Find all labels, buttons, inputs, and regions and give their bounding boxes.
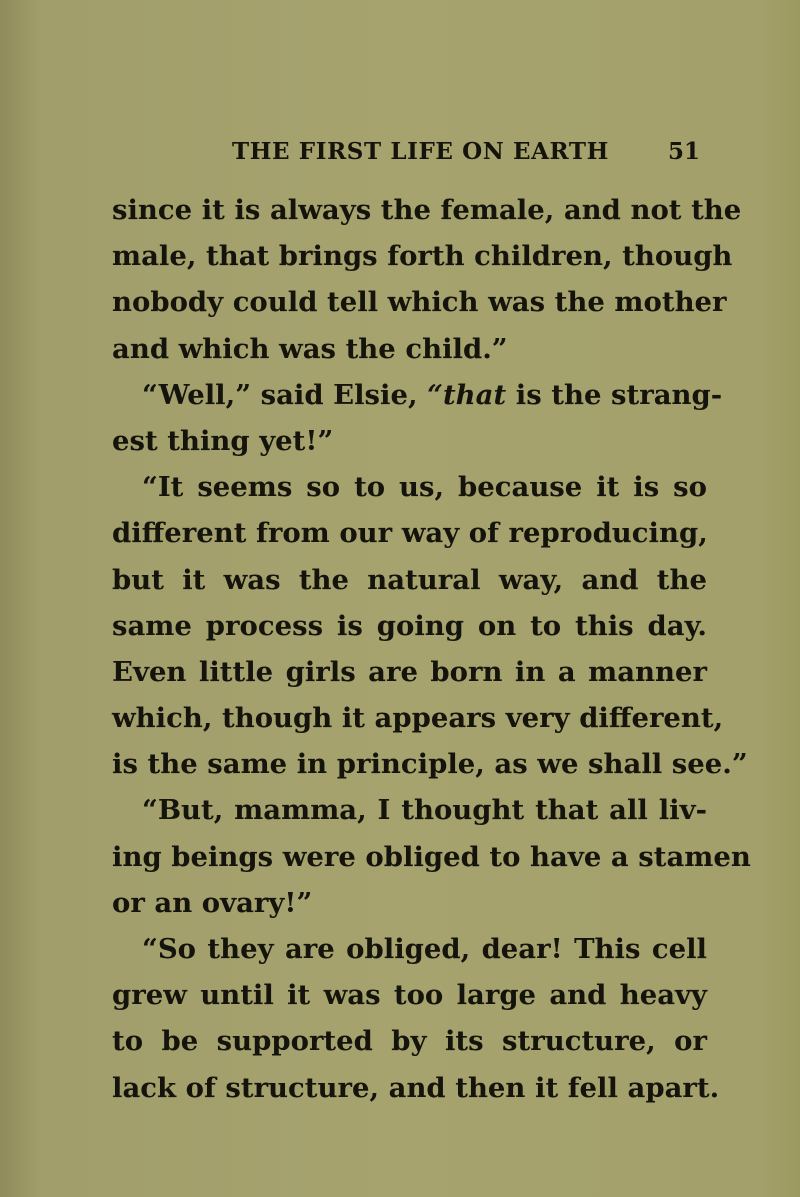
running-head	[0, 138, 800, 174]
text-line-2: male, that brings forth children, though	[112, 240, 733, 273]
text-line-8: different from our way of reproducing,	[112, 517, 708, 550]
text-line-19: to be supported by its structure, or	[112, 1025, 707, 1058]
text-line-14: “But, mamma, I thought that all liv-	[142, 794, 707, 827]
text-line-20: lack of structure, and then it fell apart.	[112, 1071, 720, 1104]
text-line-6: est thing yet!”	[112, 424, 334, 457]
text-line-15: ing beings were obliged to have a stamen	[112, 840, 751, 873]
text-line-11: Even little girls are born in a manner	[112, 655, 707, 688]
text-line-12: which, though it appears very different,	[112, 702, 724, 735]
text-line-1: since it is always the female, and not the	[112, 194, 742, 226]
body-text	[112, 187, 751, 1111]
text-line-5-start: “Well,” said Elsie,	[142, 378, 428, 411]
text-line-5-end: is the strang-	[506, 378, 723, 411]
text-line-16: or an ovary!”	[112, 886, 313, 919]
text-line-17: “So they are obliged, dear! This cell	[142, 933, 707, 965]
text-line-4: and which was the child.”	[112, 332, 508, 365]
text-line-3: nobody could tell which was the mother	[112, 286, 727, 319]
running-title: THE FIRST LIFE ON EARTH	[232, 138, 609, 165]
text-line-5	[112, 372, 723, 418]
italic-word-that: “that	[427, 378, 507, 411]
text-line-18: grew until it was too large and heavy	[112, 979, 707, 1012]
text-line-9: but it was the natural way, and the	[112, 563, 707, 596]
page-number: 51	[668, 138, 701, 165]
text-line-13: is the same in principle, as we shall see.”	[112, 748, 748, 781]
text-line-10: same process is going on to this day.	[112, 609, 707, 642]
text-line-7: “It seems so to us, because it is so	[142, 471, 707, 504]
